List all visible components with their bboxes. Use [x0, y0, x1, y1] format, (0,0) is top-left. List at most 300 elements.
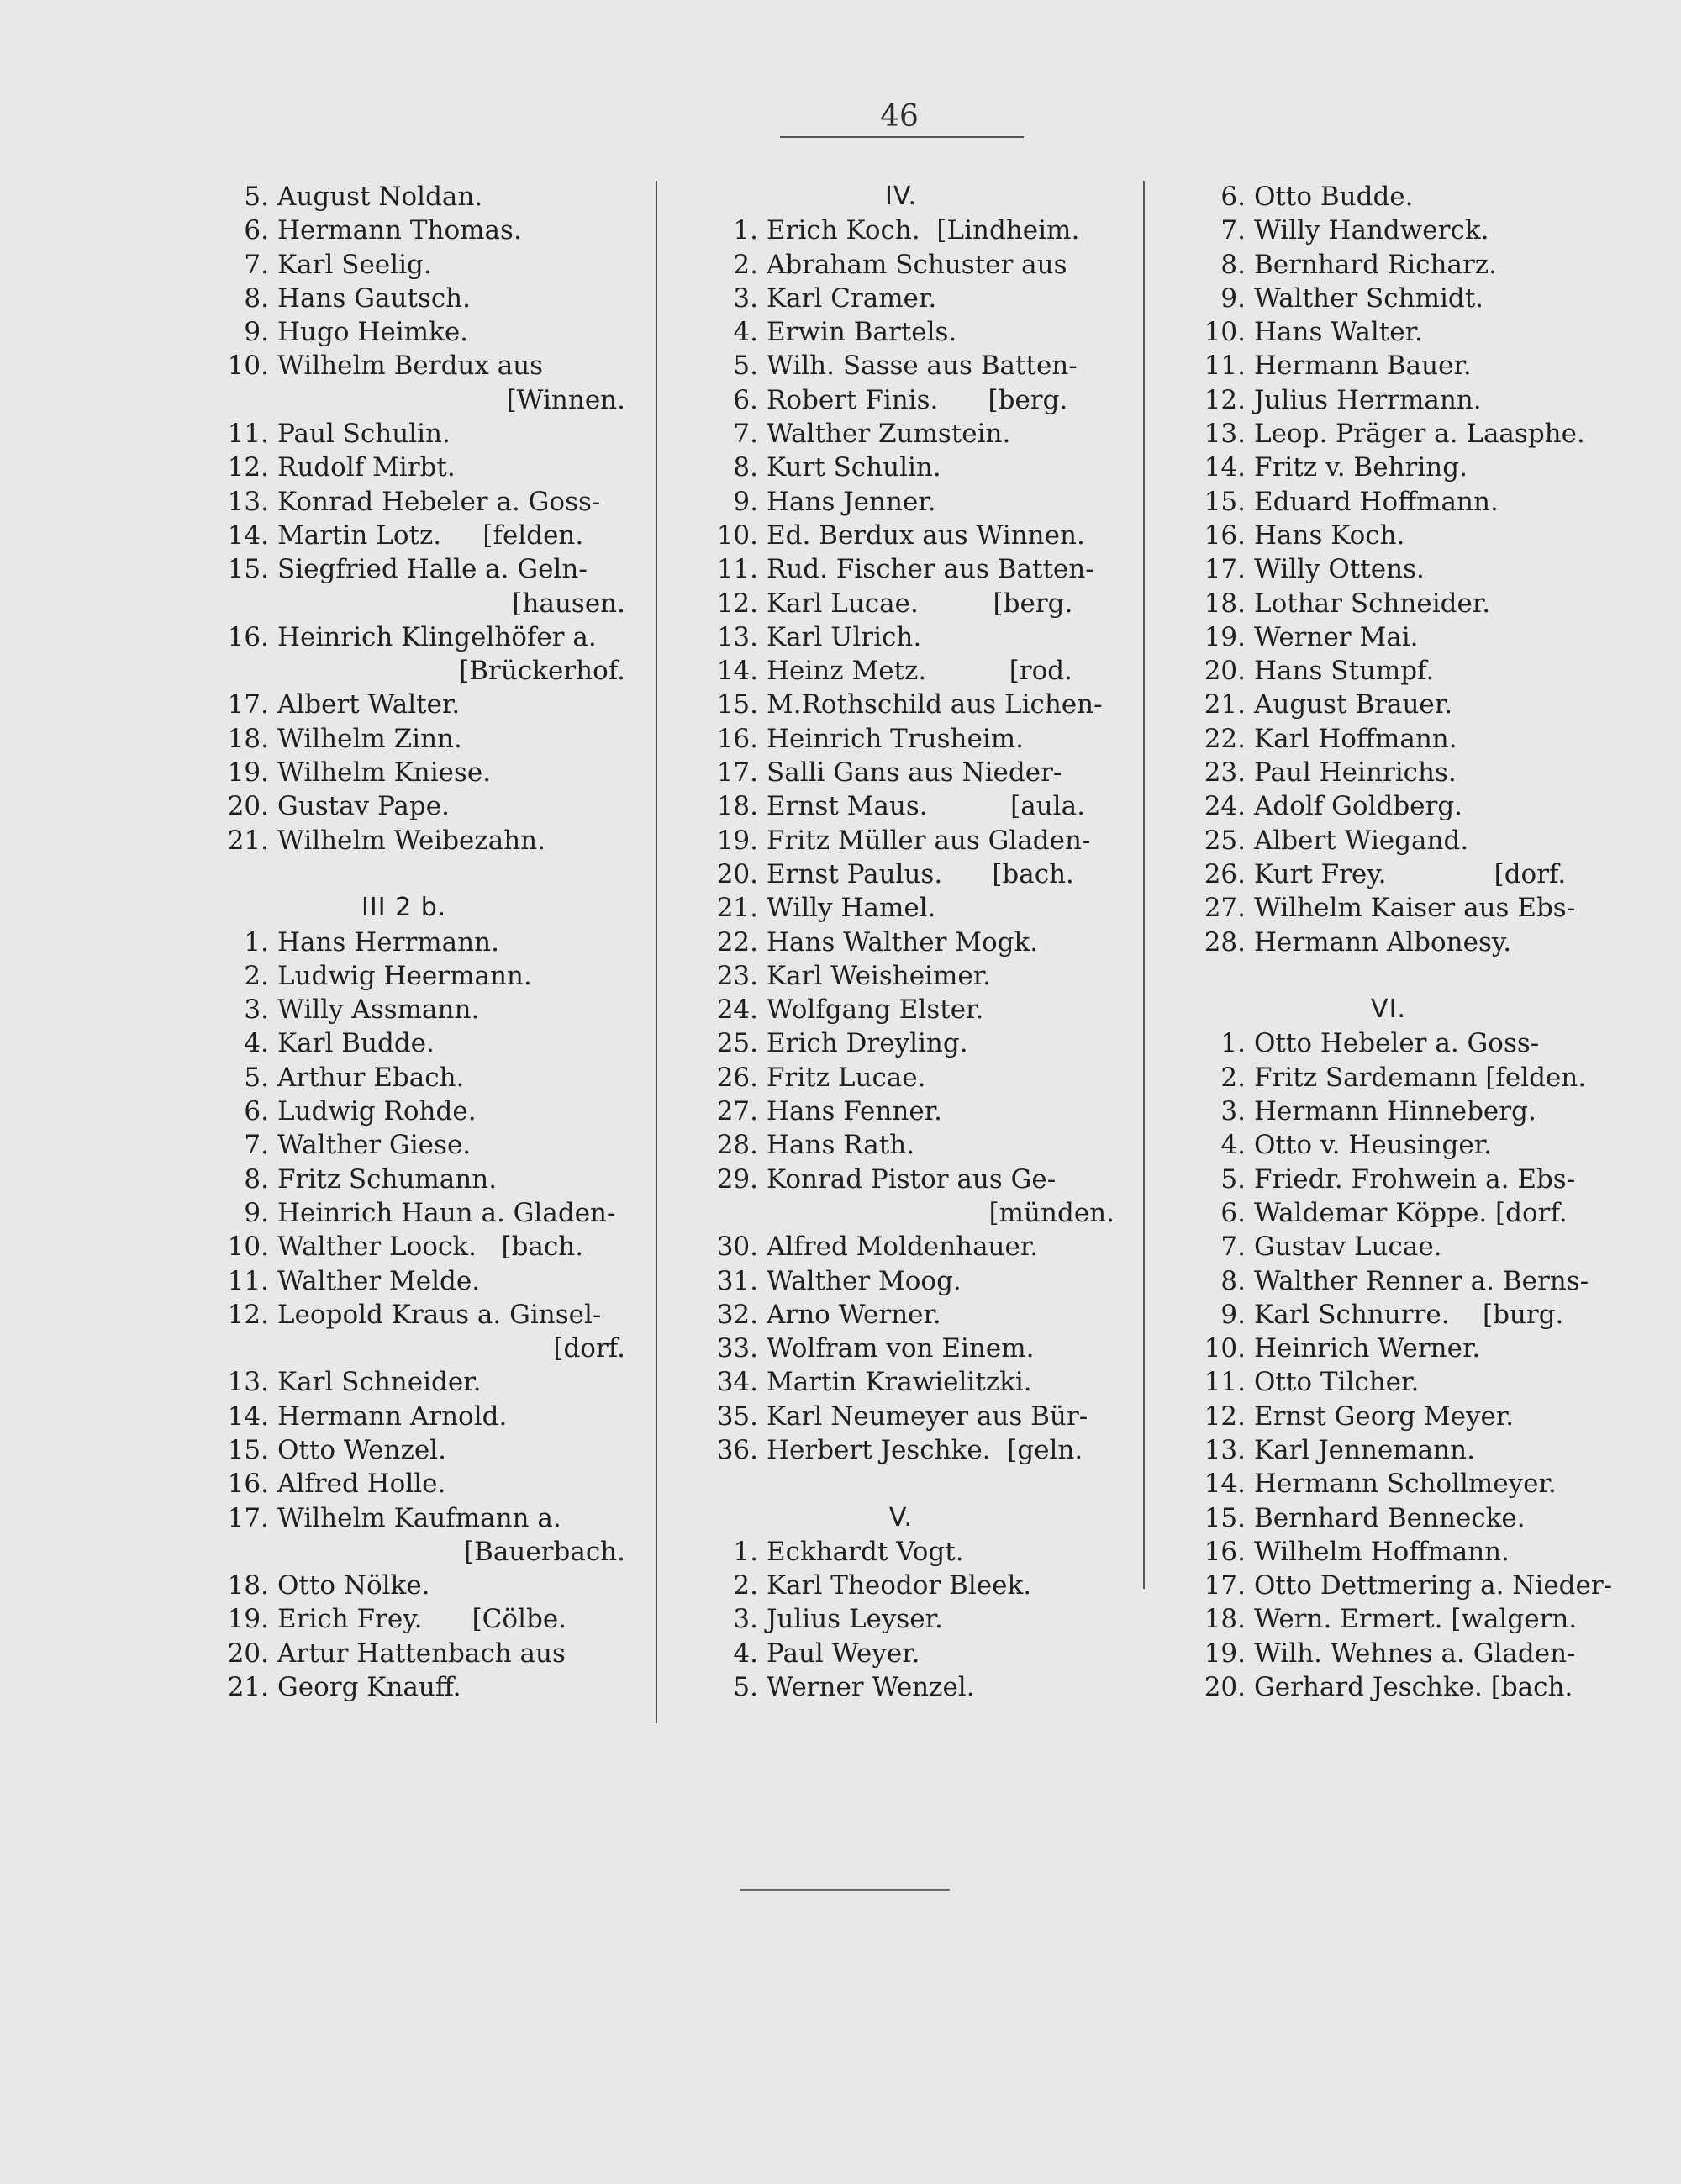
item-name: August Noldan. — [277, 182, 483, 212]
item-number: 14. — [716, 656, 758, 687]
item-number: 10. — [227, 351, 269, 382]
item-name: Martin Krawielitzki. — [767, 1367, 1032, 1398]
item-number: 4. — [733, 1638, 758, 1669]
item-name: Hans Gautsch. — [277, 282, 472, 314]
section-heading: V. — [888, 1502, 914, 1532]
list-item — [1170, 1163, 1607, 1196]
list-item — [193, 417, 630, 451]
item-number: 6. — [1220, 1197, 1246, 1228]
list-item — [193, 756, 630, 789]
item-name: Kurt Schulin. — [767, 452, 941, 483]
list-item — [682, 451, 1120, 484]
item-name: Ernst Paulus. [bach. — [767, 858, 1074, 889]
item-number: 17. — [227, 689, 269, 720]
item-name: Otto Hebeler a. Goss- — [1254, 1028, 1540, 1059]
list-item — [682, 1400, 1120, 1433]
item-name: Werner Mai. — [1254, 621, 1419, 652]
list-item — [1170, 789, 1607, 823]
item-name: Hans Herrmann. — [277, 926, 499, 957]
item-number: 1. — [1220, 1028, 1246, 1059]
item-number: 12. — [227, 1299, 269, 1330]
item-number: 28. — [716, 1130, 758, 1161]
list-item — [1170, 722, 1607, 756]
list-item — [1170, 349, 1607, 382]
item-name: Erwin Bartels. — [767, 317, 957, 348]
item-name: Bernhard Bennecke. — [1254, 1502, 1526, 1533]
continuation-line: [Brückerhof. — [459, 656, 625, 687]
list-item — [1170, 417, 1607, 451]
item-name: Fritz v. Behring. — [1254, 452, 1468, 483]
list-item — [1170, 1230, 1607, 1263]
list-item — [193, 519, 630, 552]
item-name: Paul Schulin. — [277, 419, 451, 450]
item-name: Wilhelm Kaufmann a. — [277, 1502, 561, 1533]
item-name: Hans Walter. — [1254, 317, 1423, 348]
item-name: Fritz Schumann. — [277, 1163, 498, 1195]
item-name: Hans Walther Mogk. — [767, 926, 1039, 957]
item-number: 13. — [227, 486, 269, 517]
item-number: 20. — [1204, 1672, 1246, 1703]
list-item — [1170, 1569, 1613, 1602]
item-number: 21. — [227, 825, 269, 856]
list-item — [682, 485, 1120, 519]
list-item — [193, 315, 630, 349]
item-name: Ludwig Heermann. — [277, 960, 532, 991]
item-name: Walther Renner a. Berns- — [1254, 1265, 1589, 1296]
item-number: 2. — [244, 960, 269, 991]
section-gap — [682, 1467, 1120, 1501]
item-number: 18. — [227, 1570, 269, 1601]
item-number: 17. — [227, 1502, 269, 1533]
item-number: 14. — [227, 520, 269, 551]
item-name: Ernst Maus. [aula. — [767, 791, 1085, 822]
list-item — [1170, 1400, 1607, 1433]
item-number: 21. — [227, 1672, 269, 1703]
list-item — [682, 824, 1120, 857]
item-number: 22. — [1204, 723, 1246, 754]
item-name: Karl Theodor Bleek. — [767, 1570, 1032, 1601]
item-number: 26. — [716, 1062, 758, 1093]
item-name: Waldemar Köppe. [dorf. — [1254, 1197, 1568, 1228]
item-name: Alfred Moldenhauer. — [767, 1232, 1039, 1263]
item-number: 3. — [1220, 1096, 1246, 1127]
item-name: Lothar Schneider. — [1254, 588, 1491, 619]
list-item — [1170, 1433, 1607, 1467]
item-name: Heinrich Klingelhöfer a. — [277, 621, 597, 652]
item-number: 20. — [227, 791, 269, 822]
item-number: 36. — [716, 1434, 758, 1465]
item-name: Hans Jenner. — [767, 486, 936, 517]
item-name: Arthur Ebach. — [277, 1062, 465, 1093]
item-number: 6. — [733, 384, 758, 415]
item-number: 20. — [227, 1638, 269, 1669]
item-name: Wilhelm Weibezahn. — [277, 825, 546, 856]
list-item — [1170, 1196, 1607, 1230]
item-number: 13. — [1204, 419, 1246, 450]
item-number: 2. — [733, 249, 758, 280]
list-item — [193, 1637, 630, 1670]
list-item — [193, 688, 630, 721]
item-number: 12. — [1204, 384, 1246, 415]
item-name: Eduard Hoffmann. — [1254, 486, 1499, 517]
item-name: Bernhard Richarz. — [1254, 249, 1497, 280]
item-name: Walther Moog. — [767, 1265, 962, 1296]
section-gap — [193, 857, 630, 891]
list-item — [193, 1298, 630, 1332]
item-number: 23. — [1204, 757, 1246, 789]
list-item — [193, 1365, 630, 1399]
item-name: Hans Stumpf. — [1254, 656, 1435, 687]
item-name: Erich Dreyling. — [767, 1028, 968, 1059]
list-item — [682, 857, 1120, 891]
item-number: 11. — [227, 1265, 269, 1296]
list-item — [193, 214, 630, 247]
list-item — [1170, 587, 1607, 620]
item-number: 17. — [1204, 554, 1246, 585]
item-number: 5. — [733, 1672, 758, 1703]
item-number: 9. — [733, 486, 758, 517]
item-name: Fritz Müller aus Gladen- — [767, 825, 1091, 856]
continuation-line: [münden. — [988, 1197, 1115, 1228]
item-number: 13. — [716, 621, 758, 652]
list-item — [193, 722, 630, 756]
list-item — [682, 417, 1120, 451]
item-name: Wolfgang Elster. — [767, 994, 984, 1026]
list-item — [1170, 552, 1607, 586]
list-item — [193, 1400, 630, 1433]
list-item — [682, 1264, 1120, 1298]
item-number: 10. — [1204, 317, 1246, 348]
item-number: 17. — [716, 757, 758, 789]
section-heading: III 2 b. — [361, 893, 447, 923]
list-item — [1170, 248, 1607, 282]
item-number: 12. — [227, 452, 269, 483]
item-number: 3. — [733, 282, 758, 314]
list-item — [193, 1602, 630, 1636]
item-name: Wilh. Sasse aus Batten- — [767, 351, 1078, 382]
list-item — [1170, 383, 1607, 417]
item-number: 8. — [1220, 1265, 1246, 1296]
item-number: 4. — [1220, 1130, 1246, 1161]
item-name: Hermann Hinneberg. — [1254, 1096, 1536, 1127]
item-number: 33. — [716, 1333, 758, 1364]
item-name: Leopold Kraus a. Ginsel- — [277, 1299, 602, 1330]
item-number: 16. — [1204, 1536, 1246, 1567]
item-number: 35. — [716, 1401, 758, 1432]
item-name: Gustav Lucae. — [1254, 1232, 1442, 1263]
item-name: Heinrich Werner. — [1254, 1333, 1481, 1364]
item-name: Alfred Holle. — [277, 1469, 446, 1500]
item-number: 19. — [716, 825, 758, 856]
item-number: 21. — [1204, 689, 1246, 720]
list-item — [682, 1670, 1120, 1704]
list-item — [682, 349, 1120, 382]
item-number: 25. — [716, 1028, 758, 1059]
item-number: 2. — [733, 1570, 758, 1601]
item-name: Willy Assmann. — [277, 994, 480, 1026]
item-name: Wilhelm Zinn. — [277, 723, 462, 754]
item-number: 18. — [1204, 588, 1246, 619]
item-name: Willy Hamel. — [767, 893, 936, 924]
list-item — [682, 282, 1120, 315]
item-name: Rudolf Mirbt. — [277, 452, 456, 483]
item-name: Erich Frey. [Cölbe. — [277, 1604, 567, 1635]
list-item — [1170, 1332, 1607, 1365]
bottom-rule — [740, 1889, 950, 1891]
item-number: 15. — [1204, 486, 1246, 517]
list-item — [682, 1061, 1120, 1095]
item-name: Walther Melde. — [277, 1265, 481, 1296]
item-name: Leop. Präger a. Laasphe. — [1254, 419, 1585, 450]
item-name: Fritz Sardemann [felden. — [1254, 1062, 1587, 1093]
item-name: Hermann Thomas. — [277, 215, 522, 246]
list-item — [193, 1163, 630, 1196]
continuation-line: [hausen. — [512, 588, 625, 619]
item-name: Otto Budde. — [1254, 182, 1414, 212]
item-name: Wern. Ermert. [walgern. — [1254, 1604, 1578, 1635]
list-item — [193, 180, 630, 214]
list-item — [1170, 1637, 1607, 1670]
item-number: 19. — [1204, 621, 1246, 652]
list-item — [1170, 756, 1607, 789]
list-item — [682, 891, 1120, 925]
list-item — [1170, 824, 1607, 857]
item-name: Gerhard Jeschke. [bach. — [1254, 1672, 1573, 1703]
item-number: 6. — [1220, 182, 1246, 212]
list-item — [682, 315, 1120, 349]
list-item — [193, 485, 630, 519]
list-item — [682, 1637, 1120, 1670]
item-number: 22. — [716, 926, 758, 957]
item-number: 9. — [244, 317, 269, 348]
list-item — [682, 519, 1120, 552]
item-name: Wolfram von Einem. — [767, 1333, 1035, 1364]
item-name: August Brauer. — [1254, 689, 1453, 720]
item-number: 12. — [1204, 1401, 1246, 1432]
item-name: Siegfried Halle a. Geln- — [277, 554, 588, 585]
list-item — [193, 1230, 630, 1263]
item-number: 14. — [227, 1401, 269, 1432]
list-item — [682, 587, 1120, 620]
item-name: Karl Ulrich. — [767, 621, 922, 652]
list-item — [193, 552, 630, 586]
list-item — [682, 383, 1120, 417]
list-item — [1170, 891, 1607, 925]
item-number: 5. — [733, 351, 758, 382]
list-item — [682, 620, 1120, 654]
item-name: Martin Lotz. [felden. — [277, 520, 584, 551]
item-number: 9. — [1220, 282, 1246, 314]
item-name: Heinrich Trusheim. — [767, 723, 1025, 754]
section-heading: VI. — [1371, 994, 1406, 1025]
item-name: Hans Koch. — [1254, 520, 1405, 551]
item-number: 1. — [244, 926, 269, 957]
item-name: Hugo Heimke. — [277, 317, 469, 348]
list-item — [682, 688, 1120, 721]
list-item — [1170, 1501, 1607, 1535]
list-item — [193, 1128, 630, 1162]
item-number: 30. — [716, 1232, 758, 1263]
item-number: 16. — [1204, 520, 1246, 551]
continuation-line: [dorf. — [553, 1333, 625, 1364]
top-rule — [780, 136, 1024, 138]
item-name: Otto Dettmering a. Nieder- — [1254, 1570, 1613, 1601]
item-number: 25. — [1204, 825, 1246, 856]
list-item — [1170, 1128, 1607, 1162]
item-name: Walther Giese. — [277, 1130, 472, 1161]
item-name: Abraham Schuster aus — [767, 249, 1067, 280]
item-number: 3. — [244, 994, 269, 1026]
list-item — [193, 451, 630, 484]
list-item — [682, 654, 1120, 688]
item-number: 1. — [733, 215, 758, 246]
list-item — [682, 1332, 1120, 1365]
item-number: 20. — [1204, 656, 1246, 687]
section-gap — [1170, 959, 1607, 993]
item-name: Ludwig Rohde. — [277, 1096, 477, 1127]
item-number: 15. — [227, 1434, 269, 1465]
item-number: 19. — [227, 1604, 269, 1635]
item-name: Willy Handwerck. — [1254, 215, 1489, 246]
list-item — [193, 1061, 630, 1095]
item-number: 19. — [227, 757, 269, 789]
item-name: Werner Wenzel. — [767, 1672, 975, 1703]
item-name: Julius Herrmann. — [1254, 384, 1482, 415]
item-number: 5. — [244, 1062, 269, 1093]
item-number: 16. — [227, 1469, 269, 1500]
item-number: 23. — [716, 960, 758, 991]
list-item — [1170, 1061, 1607, 1095]
item-number: 11. — [227, 419, 269, 450]
item-number: 5. — [244, 182, 269, 212]
item-number: 11. — [716, 554, 758, 585]
list-item — [193, 1026, 630, 1060]
item-name: Karl Lucae. [berg. — [767, 588, 1073, 619]
item-name: Albert Wiegand. — [1254, 825, 1469, 856]
item-number: 15. — [716, 689, 758, 720]
item-number: 29. — [716, 1163, 758, 1195]
item-number: 15. — [227, 554, 269, 585]
item-number: 32. — [716, 1299, 758, 1330]
item-name: Hans Fenner. — [767, 1096, 942, 1127]
list-item — [1170, 1670, 1607, 1704]
list-item — [193, 1467, 630, 1501]
item-name: Adolf Goldberg. — [1254, 791, 1463, 822]
list-item — [1170, 1095, 1607, 1128]
item-name: Otto Nölke. — [277, 1570, 430, 1601]
item-number: 24. — [716, 994, 758, 1026]
item-name: Wilh. Wehnes a. Gladen- — [1254, 1638, 1576, 1669]
continuation-line: [Bauerbach. — [464, 1536, 625, 1567]
list-item — [193, 620, 630, 654]
item-name: M.Rothschild aus Lichen- — [767, 689, 1103, 720]
column-1 — [193, 180, 630, 1704]
item-name: Karl Seelig. — [277, 249, 432, 280]
list-item — [1170, 1298, 1607, 1332]
list-item — [682, 1298, 1120, 1332]
item-number: 7. — [1220, 1232, 1246, 1263]
item-number: 31. — [716, 1265, 758, 1296]
item-number: 11. — [1204, 351, 1246, 382]
item-number: 11. — [1204, 1367, 1246, 1398]
item-name: Wilhelm Hoffmann. — [1254, 1536, 1510, 1567]
list-item — [1170, 1264, 1607, 1298]
item-number: 14. — [1204, 452, 1246, 483]
item-number: 28. — [1204, 926, 1246, 957]
list-item — [1170, 1602, 1607, 1636]
item-number: 6. — [244, 1096, 269, 1127]
list-item — [682, 789, 1120, 823]
item-number: 8. — [1220, 249, 1246, 280]
list-item — [193, 1095, 630, 1128]
list-item — [682, 959, 1120, 993]
list-item — [1170, 451, 1607, 484]
item-number: 16. — [227, 621, 269, 652]
item-name: Albert Walter. — [277, 689, 461, 720]
item-name: Georg Knauff. — [277, 1672, 461, 1703]
item-name: Rud. Fischer aus Batten- — [767, 554, 1094, 585]
item-name: Karl Neumeyer aus Bür- — [767, 1401, 1088, 1432]
list-item — [682, 1433, 1120, 1467]
item-name: Otto Wenzel. — [277, 1434, 446, 1465]
item-name: Julius Leyser. — [767, 1604, 943, 1635]
item-name: Ed. Berdux aus Winnen. — [767, 520, 1085, 551]
item-number: 5. — [1220, 1163, 1246, 1195]
item-name: Konrad Hebeler a. Goss- — [277, 486, 601, 517]
list-item — [1170, 857, 1607, 891]
item-name: Walther Zumstein. — [767, 419, 1011, 450]
item-number: 16. — [716, 723, 758, 754]
item-name: Hans Rath. — [767, 1130, 915, 1161]
item-name: Arno Werner. — [767, 1299, 941, 1330]
list-item — [682, 1535, 1120, 1569]
item-name: Hermann Albonesy. — [1254, 926, 1512, 957]
item-number: 26. — [1204, 858, 1246, 889]
item-number: 7. — [244, 249, 269, 280]
item-name: Gustav Pape. — [277, 791, 450, 822]
list-item — [193, 1501, 630, 1535]
list-item — [682, 248, 1120, 282]
list-item — [682, 1569, 1120, 1602]
item-number: 2. — [1220, 1062, 1246, 1093]
list-item — [1170, 214, 1607, 247]
list-item — [682, 1163, 1120, 1196]
item-number: 7. — [733, 419, 758, 450]
item-name: Artur Hattenbach aus — [277, 1638, 566, 1669]
item-name: Wilhelm Kniese. — [277, 757, 492, 789]
item-name: Robert Finis. [berg. — [767, 384, 1068, 415]
item-number: 9. — [1220, 1299, 1246, 1330]
page-number: 46 — [880, 99, 919, 134]
item-name: Kurt Frey. [dorf. — [1254, 858, 1567, 889]
item-name: Hermann Arnold. — [277, 1401, 508, 1432]
item-number: 19. — [1204, 1638, 1246, 1669]
item-number: 27. — [716, 1096, 758, 1127]
item-number: 4. — [733, 317, 758, 348]
list-item — [1170, 519, 1607, 552]
item-number: 17. — [1204, 1570, 1246, 1601]
list-item — [682, 1602, 1120, 1636]
list-item — [682, 926, 1120, 959]
item-name: Walther Loock. [bach. — [277, 1232, 584, 1263]
list-item — [682, 722, 1120, 756]
item-name: Karl Schnurre. [burg. — [1254, 1299, 1564, 1330]
list-item — [193, 282, 630, 315]
item-name: Friedr. Frohwein a. Ebs- — [1254, 1163, 1576, 1195]
item-number: 10. — [1204, 1333, 1246, 1364]
item-name: Karl Jennemann. — [1254, 1434, 1475, 1465]
item-number: 9. — [244, 1197, 269, 1228]
